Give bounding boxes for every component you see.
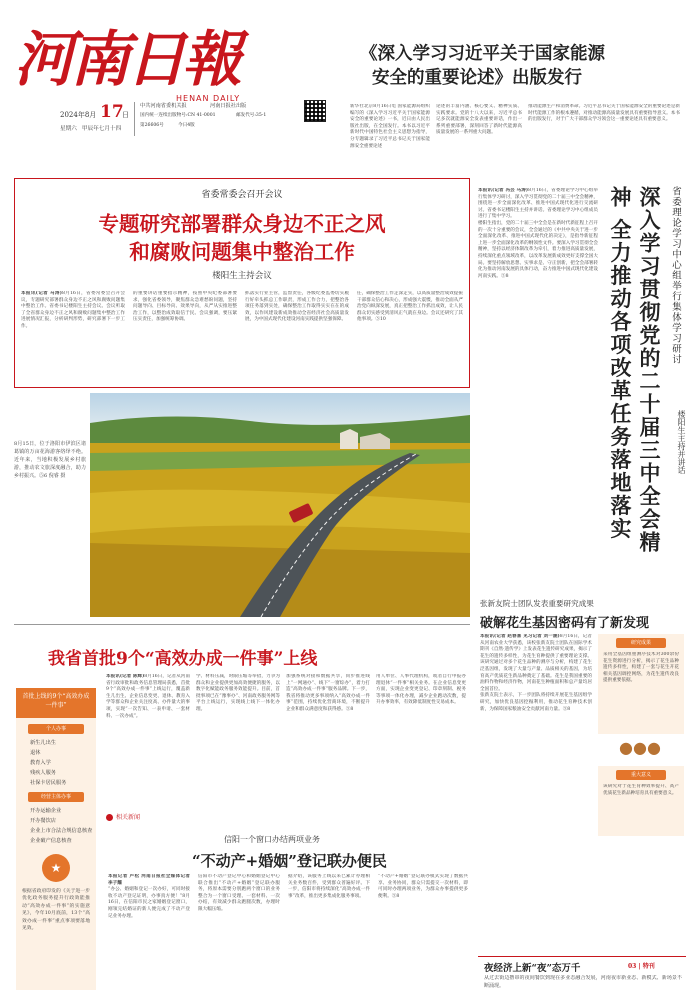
lead-story	[14, 178, 470, 388]
yiban-byline: 本报讯(记者 陈辉)	[106, 674, 145, 679]
peanut-box2-text: 该研究对于花生育种效率提升、高产优质花生新品种培育具有重要意义。	[603, 784, 679, 796]
lead-headline-1: 专题研究部署群众身边不正之风	[98, 212, 386, 236]
teaser-page-name: 特刊	[642, 963, 655, 970]
peanut-kicker: 张新友院士团队发表重要研究成果	[480, 599, 594, 608]
lead-col-3: 抓落实行业主管，监督责任，各级纪委监委切实履行好牵头抓总工作职责，形成工作合力，把整治各项任务落到实处，确保整治工作取得实实在在的成效，以作风建设新成效推动全省经济社会高质量发展，为中国式现代化建设河南实践提供坚强保障。	[245, 291, 349, 323]
teaser-headline: 夜经济上新“夜”态万千	[484, 963, 581, 974]
lead-col-1-text: 8月16日，省委常委会召开会议，专题研究部署群众身边不正之风和腐败问题集中整治工作。省委书记楼阳生主持会议。会议听取了全省群众身边不正之风和腐败问题集中整治工作进展情况汇报，分析研判形势，研究部署下一步工作。	[21, 291, 125, 329]
masthead-title: 河南日報	[14, 25, 238, 95]
peanut-body: 8月16日，记者从河南农业大学获悉，该校张新友院士团队在国际学术期刊《自然·遗传学》上发表花生遗传研究成果，揭示了花生的遗传多样性，为花生育种提供了重要理论支撑。该研究通过对多个花生品种的测序与分析，构建了花生泛基因组，发现了大量与产量、品质相关的基因，为培育高产优质花生新品种奠定了基础。花生是我国重要的油料作物和经济作物，河南花生种植面积和总产量均居全国首位。	[480, 634, 592, 692]
right-headline: 深入学习贯彻党的二十届三中全会精神 全力推动各项改革任务落地落实	[608, 186, 662, 554]
sunflower-road-image	[90, 393, 470, 617]
weekday: 星期六	[60, 126, 77, 132]
sidebar-item: 社保卡居民服务	[30, 780, 67, 786]
yiban-col-4: 用人单位、人事代理机构，或者自行申报办理退休“一件事”相关业务。在企业信息变更方面，实现企业变更登记、印章刻制、税务等事项一体化办理，减少企业跑动次数，提升办事效率，有效降低制度性交易成本。	[376, 674, 466, 706]
peanut-col-1	[480, 634, 592, 954]
lead-subhead: 楼阳生主持会议	[212, 271, 272, 281]
lead-kicker: 省委常委会召开会议	[201, 190, 283, 200]
lead-col-2: 的重要讲话重要指示精神，按照中央纪委部署要求，强化省委领导，聚焦群众急难愁盼问题，坚持问题导向、目标导向、效果导向，从严从实推进整治工作，以整治成效取信于民。会议强调，要压紧压实责任，加强统筹协调。	[133, 291, 237, 323]
related-kicker: 信阳一个窗口办结两项业务	[224, 835, 320, 844]
related-col-4: “不动产+婚姻”登记联办模式实现了数据共享、业务协同，群众只需提交一次材料，即可同时办理两项业务，为群众办事提供更多便利。⑤8	[378, 874, 468, 899]
peanut-byline: 本报讯(记者 赵春喜 见习记者 刘一涵)	[480, 634, 560, 639]
photo-sunflower-field	[90, 393, 470, 617]
peanut-box-significance	[598, 766, 684, 836]
masthead	[10, 14, 340, 103]
qr-code-icon	[304, 100, 326, 122]
related-byline: 本报记者 卢松 河南日报社全媒体记者 李子耀	[108, 874, 190, 886]
related-col-1	[108, 874, 190, 992]
peanut-headline: 破解花生基因密码有了新发现	[480, 616, 650, 631]
related-label	[106, 812, 140, 821]
related-news	[104, 804, 470, 994]
date-day: 17	[100, 102, 124, 122]
banner-col-3: 推动能源生产和消费革命。习近平总书记关于国家能源安全的重要论述是新时代能源工作的根本遵循，对推动能源高质量发展具有重要指导意义。本书的出版发行，对于广大干部群众学习领会这一重要论述具有重要意义。	[528, 104, 680, 123]
masthead-pinyin: HENAN DAILY	[176, 94, 241, 103]
yiban-col-1-text: 8月16日，记者从河南省行政审批和政务信息管理局获悉，首批9个“高效办成一件事”上线运行，覆盖新生儿出生、企业信息变更、退休、教育入学等群众和企业关注度高、办件量大的事项，实现“一次告知、一表申请、一套材料、一次办成”。	[106, 674, 190, 719]
lead-headline-2: 和腐败问题集中整治工作	[129, 240, 355, 264]
page-count: 今日4版	[178, 123, 195, 128]
sidebar-item: 新生儿出生	[30, 740, 56, 746]
peanut-box-research	[598, 634, 684, 734]
banner-headline-2: 安全的重要论述》出版发行	[372, 68, 582, 88]
sidebar-sub-business: 经营主体办事	[28, 792, 84, 802]
publisher-2: 河南日报社出版	[210, 103, 247, 109]
right-body-2: 楼阳生指出，党的二十届三中全会是在新时代新征程上召开的一次十分重要的会议，全会通过的《中共中央关于进一步全面深化改革、推进中国式现代化的决定》，是指导新征程上进一步全面深化改革的纲领性文件。要深入学习贯彻全会精神，坚持以经济体制改革为牵引，着力推进高质量发展，持续深化重点领域改革，以改革发展新成效更好支撑全国大局。要坚持解放思想、实事求是、守正创新，把全会部署转化为推动河南发展的具体行动，奋力推进中国式现代化建设河南实践。⑤8	[478, 220, 598, 279]
related-col-2: 信阳市不动产登记中心和婚姻登记中心联合推出“不动产+婚姻”登记联办服务，将原本需要分别跑两个窗口的业务整合为一个窗口受理、一套材料、一次办结，有效减少群众跑腿次数，办理时限大幅压缩。	[198, 874, 280, 912]
issue-info	[60, 102, 350, 144]
sidebar-item: 开办运输企业	[30, 808, 62, 814]
banner-col-1: 新华社北京8月16日电 国家能源局组织编写的《深入学习习近平关于国家能源安全的重要论述》一书，近日由人民出版社出版，在全国发行。本书以习近平新时代中国特色社会主义思想为指导，分专题辑录了习近平总书记关于国家能源安全重要论述	[350, 104, 430, 149]
teaser-page-number: 03	[628, 963, 637, 970]
right-byline-block	[478, 188, 598, 584]
sidebar-footer: 根据省政府印发的《关于进一步优化政务服务提升行政效能推动“高效办成一件事”的实施意见》，今年10月底前，13个“高效办成一件事”重点事项要落地见效。	[22, 889, 90, 932]
yiban-col-1	[106, 674, 190, 778]
lead-col-1	[21, 291, 125, 381]
right-byline: 本报讯(记者 冯芸 马涛)	[478, 188, 529, 193]
yiban-headline: 我省首批9个“高效办成一件事”上线	[48, 649, 318, 669]
sidebar-item: 开办餐饮店	[30, 818, 56, 824]
sidebar-list	[16, 688, 96, 990]
yiban-col-3: 加强系统对接和数据共享，同步推进线上“一网通办”、线下“一窗综办”，着力打造“高效办成一件事”服务品牌。下一步，我省将推动更多事项纳入“高效办成一件事”范围，持续优化营商环境，不断提升企业和群众满意度和获得感。⑤8	[286, 674, 370, 712]
right-body-1: 8月16日，省委理论学习中心组举行集体学习研讨，深入学习贯彻党的二十届三中全会精神，围绕进一步全面深化改革、推进中国式现代化进行交流研讨。省委书记楼阳生主持并讲话。省委理论学习中心组成员进行了集中学习。	[478, 188, 598, 220]
cn-number: 国内统一连续出版物号:CN 41-0001	[140, 113, 216, 118]
date-suffix: 日	[122, 111, 129, 119]
right-subhead: 楼阳生主持并讲话	[677, 410, 686, 474]
related-col-1-text: “办公、婚姻和登记一次办好，可同时接收不动产登记证明，办事真方便！”8月16日，在信阳市民之家婚姻登记窗口，刚领完结婚证的新人便完成了不动产登记业务办理。	[108, 887, 190, 919]
sidebar-personal-list	[30, 738, 92, 788]
lead-col-4: 任，确保整治工作走深走实，以高质量整治成效提振干部群众信心和决心，形成强大震慑，推动全面从严治党向纵深发展，真正把整治工作抓出成效，让人民群众切实感受到清风正气就在身边。会议还研究了其他事项。⑤10	[357, 291, 463, 323]
sidebar-item: 企业上市合法合规信息核查	[30, 828, 93, 834]
related-label-text: 相关新闻	[116, 814, 141, 821]
related-headline: “不动产+婚姻”登记联办便民	[192, 852, 387, 870]
sidebar-item: 企业破产信息核查	[30, 838, 72, 844]
lead-byline: 本报讯(记者 马涛)	[21, 291, 62, 296]
teaser-text: 从过去街边撸串的夜间餐饮到现在多业态融合发展，河南夜市新业态、新模式、新场景不断涌现。	[484, 975, 682, 989]
peanut-icon: ●●●	[619, 738, 661, 757]
photo-caption: 8月15日，位于洛阳市伊滨区诸葛镇的万亩花海游客络绎不绝。近年来，当地积极发展乡村旅游，推动农文旅深度融合，助力乡村振兴。⑤6 倪睿 摄	[14, 441, 86, 479]
related-icon	[106, 814, 113, 821]
yiban-col-2: 学、材料压减，时限压缩等举措，力争为群众和企业提供更加高效便捷的服务，以数字化赋能政务服务效能提升。目前，首批事项已在“豫事办”、河南政务服务网等平台上线运行，实现线上线下一体化办理。	[196, 674, 280, 712]
peanut-box1-text: 采用全基因组重测序技术对300余份花生资源进行分析，揭示了花生品种遗传多样性，构建了一套与花生开花相关基因调控网络，为花生遗传改良提供重要依据。	[603, 652, 679, 684]
post-code: 邮发代号:35-1	[236, 113, 267, 118]
top-banner	[350, 40, 686, 170]
issue-number: 第26606号	[140, 123, 164, 128]
peanut-box1-label: 研究成果	[616, 638, 666, 648]
peanut-body-2: 张新友院士表示，下一步团队将持续开展花生基因组学研究，加快优良基因挖掘利用，推动花生育种技术创新，为保障国家粮油安全贡献河南力量。⑤8	[480, 693, 592, 712]
teaser-page-ref: 03 | 特刊	[628, 963, 655, 970]
footer-teaser	[478, 956, 686, 994]
lunar-date: 甲辰年七月十四	[82, 126, 122, 132]
date-year: 2024年8月	[60, 111, 97, 119]
sidebar-item: 退休	[30, 750, 41, 756]
sidebar-logo-icon: ★	[42, 854, 70, 882]
publisher: 中共河南省委机关报	[140, 103, 187, 109]
peanut-story	[478, 596, 686, 956]
right-body	[478, 188, 598, 584]
related-col-3: 据介绍，该服务上线以来已累计办理相关业务数百件，受到群众普遍好评。下一步，信阳市将持续深化“高效办成一件事”改革，推出更多集成化服务事项。	[288, 874, 370, 899]
peanut-box2-label: 重大意义	[616, 770, 666, 780]
sidebar-item: 残疾人服务	[30, 770, 56, 776]
banner-col-2: 论述的丰富内涵、核心要义、精神实质、实践要求。党的十八大以来，习近平总书记多次就能源安全发表重要讲话，作出一系列重要部署，深刻回答了新时代能源高质量发展的一系列重大问题。	[436, 104, 522, 136]
sidebar-business-list	[30, 806, 94, 846]
sidebar-header: 首批上线的9个“高效办成一件事”	[16, 688, 96, 718]
sidebar-item: 教育入学	[30, 760, 51, 766]
banner-headline-1: 《深入学习习近平关于国家能源	[360, 44, 605, 64]
sidebar-sub-personal: 个人办事	[28, 724, 84, 734]
right-story	[478, 180, 688, 590]
right-kicker: 省委理论学习中心组举行集体学习研讨	[670, 186, 681, 365]
